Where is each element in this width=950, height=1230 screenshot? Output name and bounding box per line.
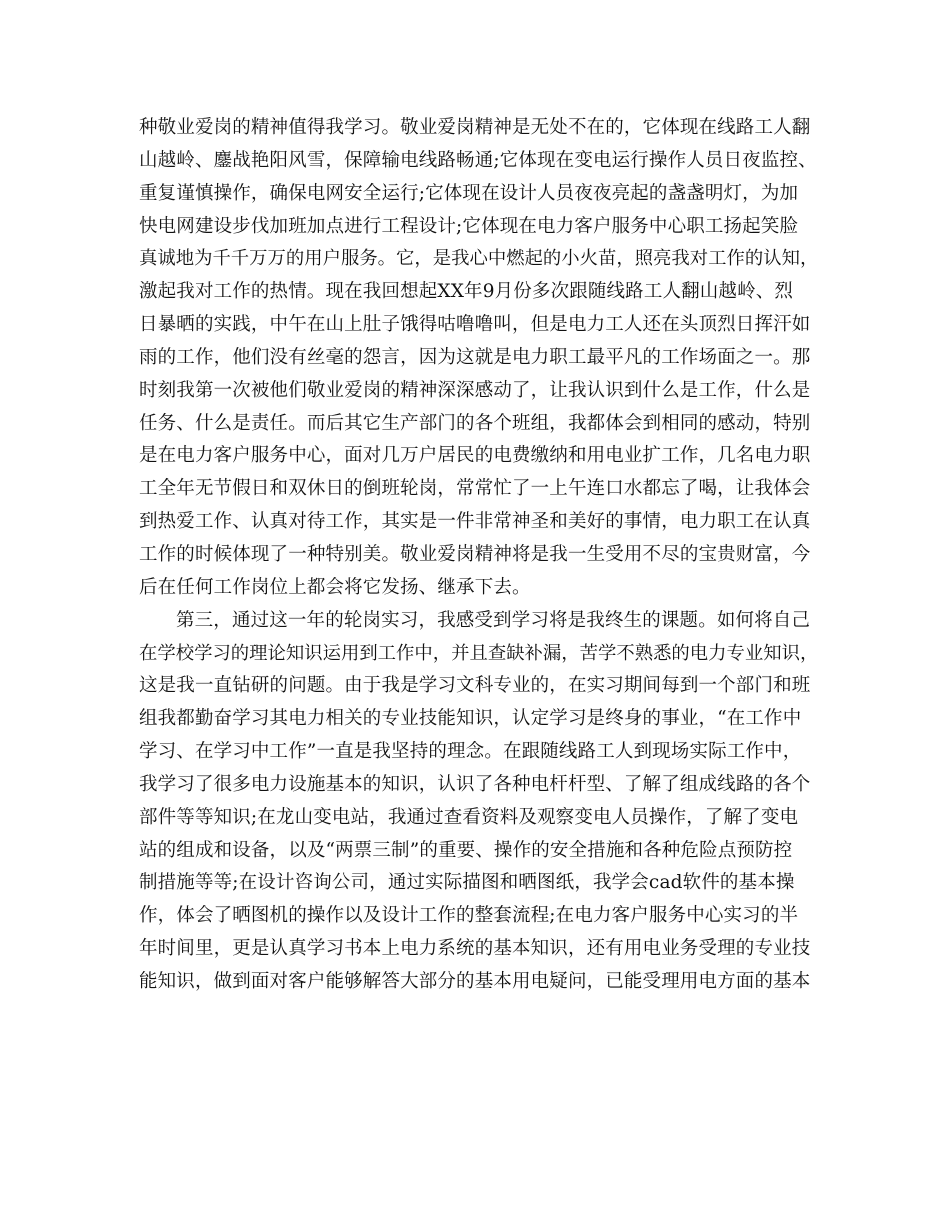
body-line: 是在电力客户服务中心，面对几万户居民的电费缴纳和用电业扩工作，几名电力职 xyxy=(139,445,811,467)
body-line: 重复谨慎操作，确保电网安全运行;它体现在设计人员夜夜亮起的盏盏明灯，为加 xyxy=(139,182,799,204)
body-line: 种敬业爱岗的精神值得我学习。敬业爱岗精神是无处不在的，它体现在线路工人翻 xyxy=(139,117,811,138)
body-line: 后在任何工作岗位上都会将它发扬、继承下去。 xyxy=(139,576,531,598)
body-line: 组我都勤奋学习其电力相关的专业技能知识，认定学习是终身的事业，“在工作中 xyxy=(139,708,802,730)
body-line: 激起我对工作的热情。现在我回想起XX年9月份多次跟随线路工人翻山越岭、烈 xyxy=(139,281,794,303)
body-line: 真诚地为千千万万的用户服务。它，是我心中燃起的小火苗，照亮我对工作的认知， xyxy=(139,248,819,270)
body-line: 日暴晒的实践，中午在山上肚子饿得咕噜噜叫，但是电力工人还在头顶烈日挥汗如 xyxy=(139,314,811,336)
body-line: 工作的时候体现了一种特别美。敬业爱岗精神将是我一生受用不尽的宝贵财富，今 xyxy=(139,543,811,565)
body-line: 这是我一直钻研的问题。由于我是学习文科专业的，在实习期间每到一个部门和班 xyxy=(139,675,811,697)
paragraph-start-line: 第三，通过这一年的轮岗实习，我感受到学习将是我终生的课题。如何将自己 xyxy=(176,609,811,631)
body-line: 快电网建设步伐加班加点进行工程设计;它体现在电力客户服务中心职工扬起笑脸 xyxy=(139,215,799,237)
body-line: 雨的工作，他们没有丝毫的怨言，因为这就是电力职工最平凡的工作场面之一。那 xyxy=(139,346,811,368)
document-body xyxy=(139,112,819,999)
body-line: 到热爱工作、认真对待工作，其实是一件非常神圣和美好的事情，电力职工在认真 xyxy=(139,511,811,533)
body-line: 作，体会了晒图机的操作以及设计工作的整套流程;在电力客户服务中心实习的半 xyxy=(139,905,799,927)
body-line: 在学校学习的理论知识运用到工作中，并且查缺补漏，苦学不熟悉的电力专业知识， xyxy=(139,642,819,664)
body-line: 能知识，做到面对客户能够解答大部分的基本用电疑问，已能受理用电方面的基本 xyxy=(139,970,811,992)
body-line: 学习、在学习中工作”一直是我坚持的理念。在跟随线路工人到现场实际工作中， xyxy=(139,741,802,763)
body-line: 任务、什么是责任。而后其它生产部门的各个班组，我都体会到相同的感动，特别 xyxy=(139,412,811,434)
body-line: 山越岭、鏖战艳阳风雪，保障输电线路畅通;它体现在变电运行操作人员日夜监控、 xyxy=(139,149,817,171)
body-line: 年时间里，更是认真学习书本上电力系统的基本知识，还有用电业务受理的专业技 xyxy=(139,938,811,960)
body-line: 工全年无节假日和双休日的倒班轮岗，常常忙了一上午连口水都忘了喝，让我体会 xyxy=(139,478,811,500)
body-line: 我学习了很多电力设施基本的知识，认识了各种电杆杆型、了解了组成线路的各个 xyxy=(139,773,811,795)
body-line: 部件等等知识;在龙山变电站，我通过查看资料及观察变电人员操作，了解了变电 xyxy=(139,806,799,828)
body-line: 站的组成和设备，以及“两票三制”的重要、操作的安全措施和各种危险点预防控 xyxy=(139,839,793,861)
body-line: 时刻我第一次被他们敬业爱岗的精神深深感动了，让我认识到什么是工作，什么是 xyxy=(139,379,811,401)
body-line: 制措施等等;在设计咨询公司，通过实际描图和晒图纸，我学会cad软件的基本操 xyxy=(139,872,795,894)
